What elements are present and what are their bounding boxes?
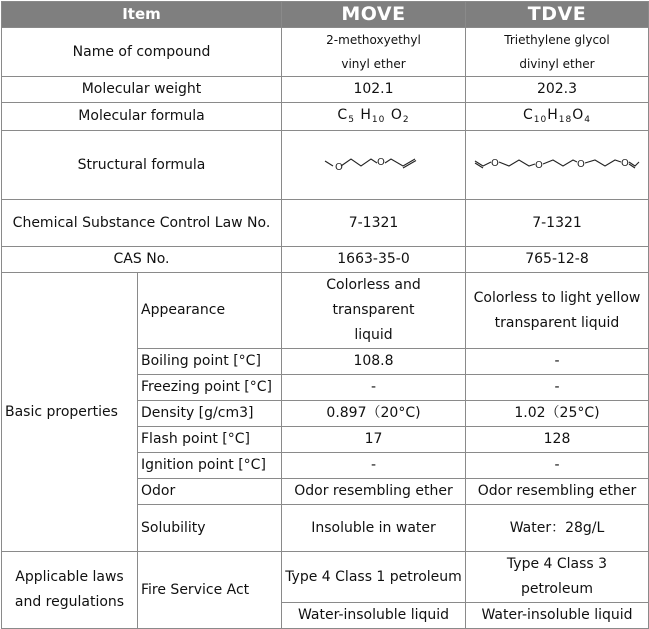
- mf-tdve-o: O: [572, 107, 585, 123]
- row-cscl: [2, 200, 649, 247]
- move-mf: [282, 103, 466, 131]
- label-odor: Odor: [138, 479, 282, 505]
- tdve-structure: [466, 131, 649, 200]
- label-mf: Molecular formula: [2, 103, 282, 131]
- row-name: [2, 28, 649, 77]
- tdve-appearance: [466, 273, 649, 349]
- move-appearance-line1: Colorless and transparent: [326, 277, 421, 318]
- row-mw: [2, 77, 649, 103]
- tdve-solubility: Water：28g/L: [466, 505, 649, 552]
- move-cas: 1663-35-0: [282, 247, 466, 273]
- tdve-fire-type: Water-insoluble liquid: [466, 603, 649, 629]
- mf-tdve-o-n: 4: [584, 115, 591, 125]
- move-cscl: 7-1321: [282, 200, 466, 247]
- move-name-line2: vinyl ether: [341, 57, 406, 71]
- mf-move-c-n: 5: [348, 115, 355, 125]
- label-solubility: Solubility: [138, 505, 282, 552]
- label-applicable-laws: [2, 552, 138, 629]
- move-density: 0.897（20°C): [282, 401, 466, 427]
- tdve-flash: 128: [466, 427, 649, 453]
- mf-move-c: C: [337, 107, 349, 123]
- label-flash: Flash point [°C]: [138, 427, 282, 453]
- label-boiling: Boiling point [°C]: [138, 349, 282, 375]
- laws-label-line1: Applicable laws: [15, 569, 124, 585]
- header-row: [2, 2, 649, 28]
- tdve-cas: 765-12-8: [466, 247, 649, 273]
- label-name: Name of compound: [2, 28, 282, 77]
- svg-text:O: O: [535, 160, 543, 171]
- tdve-ignition: -: [466, 453, 649, 479]
- move-fire-type: Water-insoluble liquid: [282, 603, 466, 629]
- svg-text:O: O: [621, 158, 629, 169]
- mf-tdve-c-n: 10: [533, 115, 548, 125]
- row-mf: [2, 103, 649, 131]
- label-ignition: Ignition point [°C]: [138, 453, 282, 479]
- mf-move-h: H: [360, 107, 372, 123]
- move-name: [282, 28, 466, 77]
- tdve-boiling: -: [466, 349, 649, 375]
- tdve-odor: Odor resembling ether: [466, 479, 649, 505]
- tdve-appearance-line2: transparent liquid: [494, 314, 620, 331]
- label-density: Density [g/cm3]: [138, 401, 282, 427]
- label-cas: CAS No.: [2, 247, 282, 273]
- properties-table: [1, 1, 649, 629]
- move-appearance-line2: liquid: [354, 327, 393, 343]
- move-solubility: Insoluble in water: [282, 505, 466, 552]
- move-mw: 102.1: [282, 77, 466, 103]
- header-item: Item: [2, 2, 282, 28]
- svg-text:O: O: [376, 157, 385, 168]
- move-ignition: -: [282, 453, 466, 479]
- label-freezing: Freezing point [°C]: [138, 375, 282, 401]
- mf-tdve-c: C: [523, 107, 534, 123]
- tdve-mw: 202.3: [466, 77, 649, 103]
- svg-text:O: O: [491, 158, 499, 169]
- tdve-name-line2: divinyl ether: [519, 57, 595, 71]
- move-odor: Odor resembling ether: [282, 479, 466, 505]
- tdve-cscl: 7-1321: [466, 200, 649, 247]
- label-mw: Molecular weight: [2, 77, 282, 103]
- move-flash: 17: [282, 427, 466, 453]
- mf-move-o-n: 2: [402, 115, 410, 125]
- move-appearance: [282, 273, 466, 349]
- move-structure: [282, 131, 466, 200]
- svg-text:O: O: [577, 159, 585, 170]
- move-name-line1: 2-methoxyethyl: [326, 33, 421, 47]
- move-structure-image: [319, 150, 429, 180]
- tdve-mf: [466, 103, 649, 131]
- move-freezing: -: [282, 375, 466, 401]
- row-appearance: [2, 273, 649, 349]
- row-cas: [2, 247, 649, 273]
- label-fire-service-act: Fire Service Act: [138, 552, 282, 629]
- tdve-name-line1: Triethylene glycol: [504, 33, 610, 47]
- mf-tdve-h-n: 18: [558, 115, 573, 125]
- svg-text:O: O: [334, 162, 343, 173]
- row-fire-class: [2, 552, 649, 603]
- label-basic-properties: Basic properties: [2, 273, 138, 552]
- mf-move-h-n: 10: [371, 115, 386, 125]
- move-boiling: 108.8: [282, 349, 466, 375]
- label-appearance: Appearance: [138, 273, 282, 349]
- tdve-name: [466, 28, 649, 77]
- row-structural: [2, 131, 649, 200]
- header-move: MOVE: [282, 2, 466, 28]
- tdve-structure-image: [473, 150, 641, 180]
- tdve-density: 1.02（25°C): [466, 401, 649, 427]
- label-cscl: Chemical Substance Control Law No.: [2, 200, 282, 247]
- laws-label-line2: and regulations: [14, 594, 125, 610]
- label-structural: Structural formula: [2, 131, 282, 200]
- tdve-fire-class: Type 4 Class 3 petroleum: [466, 552, 649, 603]
- mf-move-o: O: [390, 107, 403, 123]
- tdve-freezing: -: [466, 375, 649, 401]
- move-fire-class: Type 4 Class 1 petroleum: [282, 552, 466, 603]
- mf-tdve-h: H: [547, 107, 559, 123]
- tdve-appearance-line1: Colorless to light yellow: [473, 289, 641, 306]
- header-tdve: TDVE: [466, 2, 649, 28]
